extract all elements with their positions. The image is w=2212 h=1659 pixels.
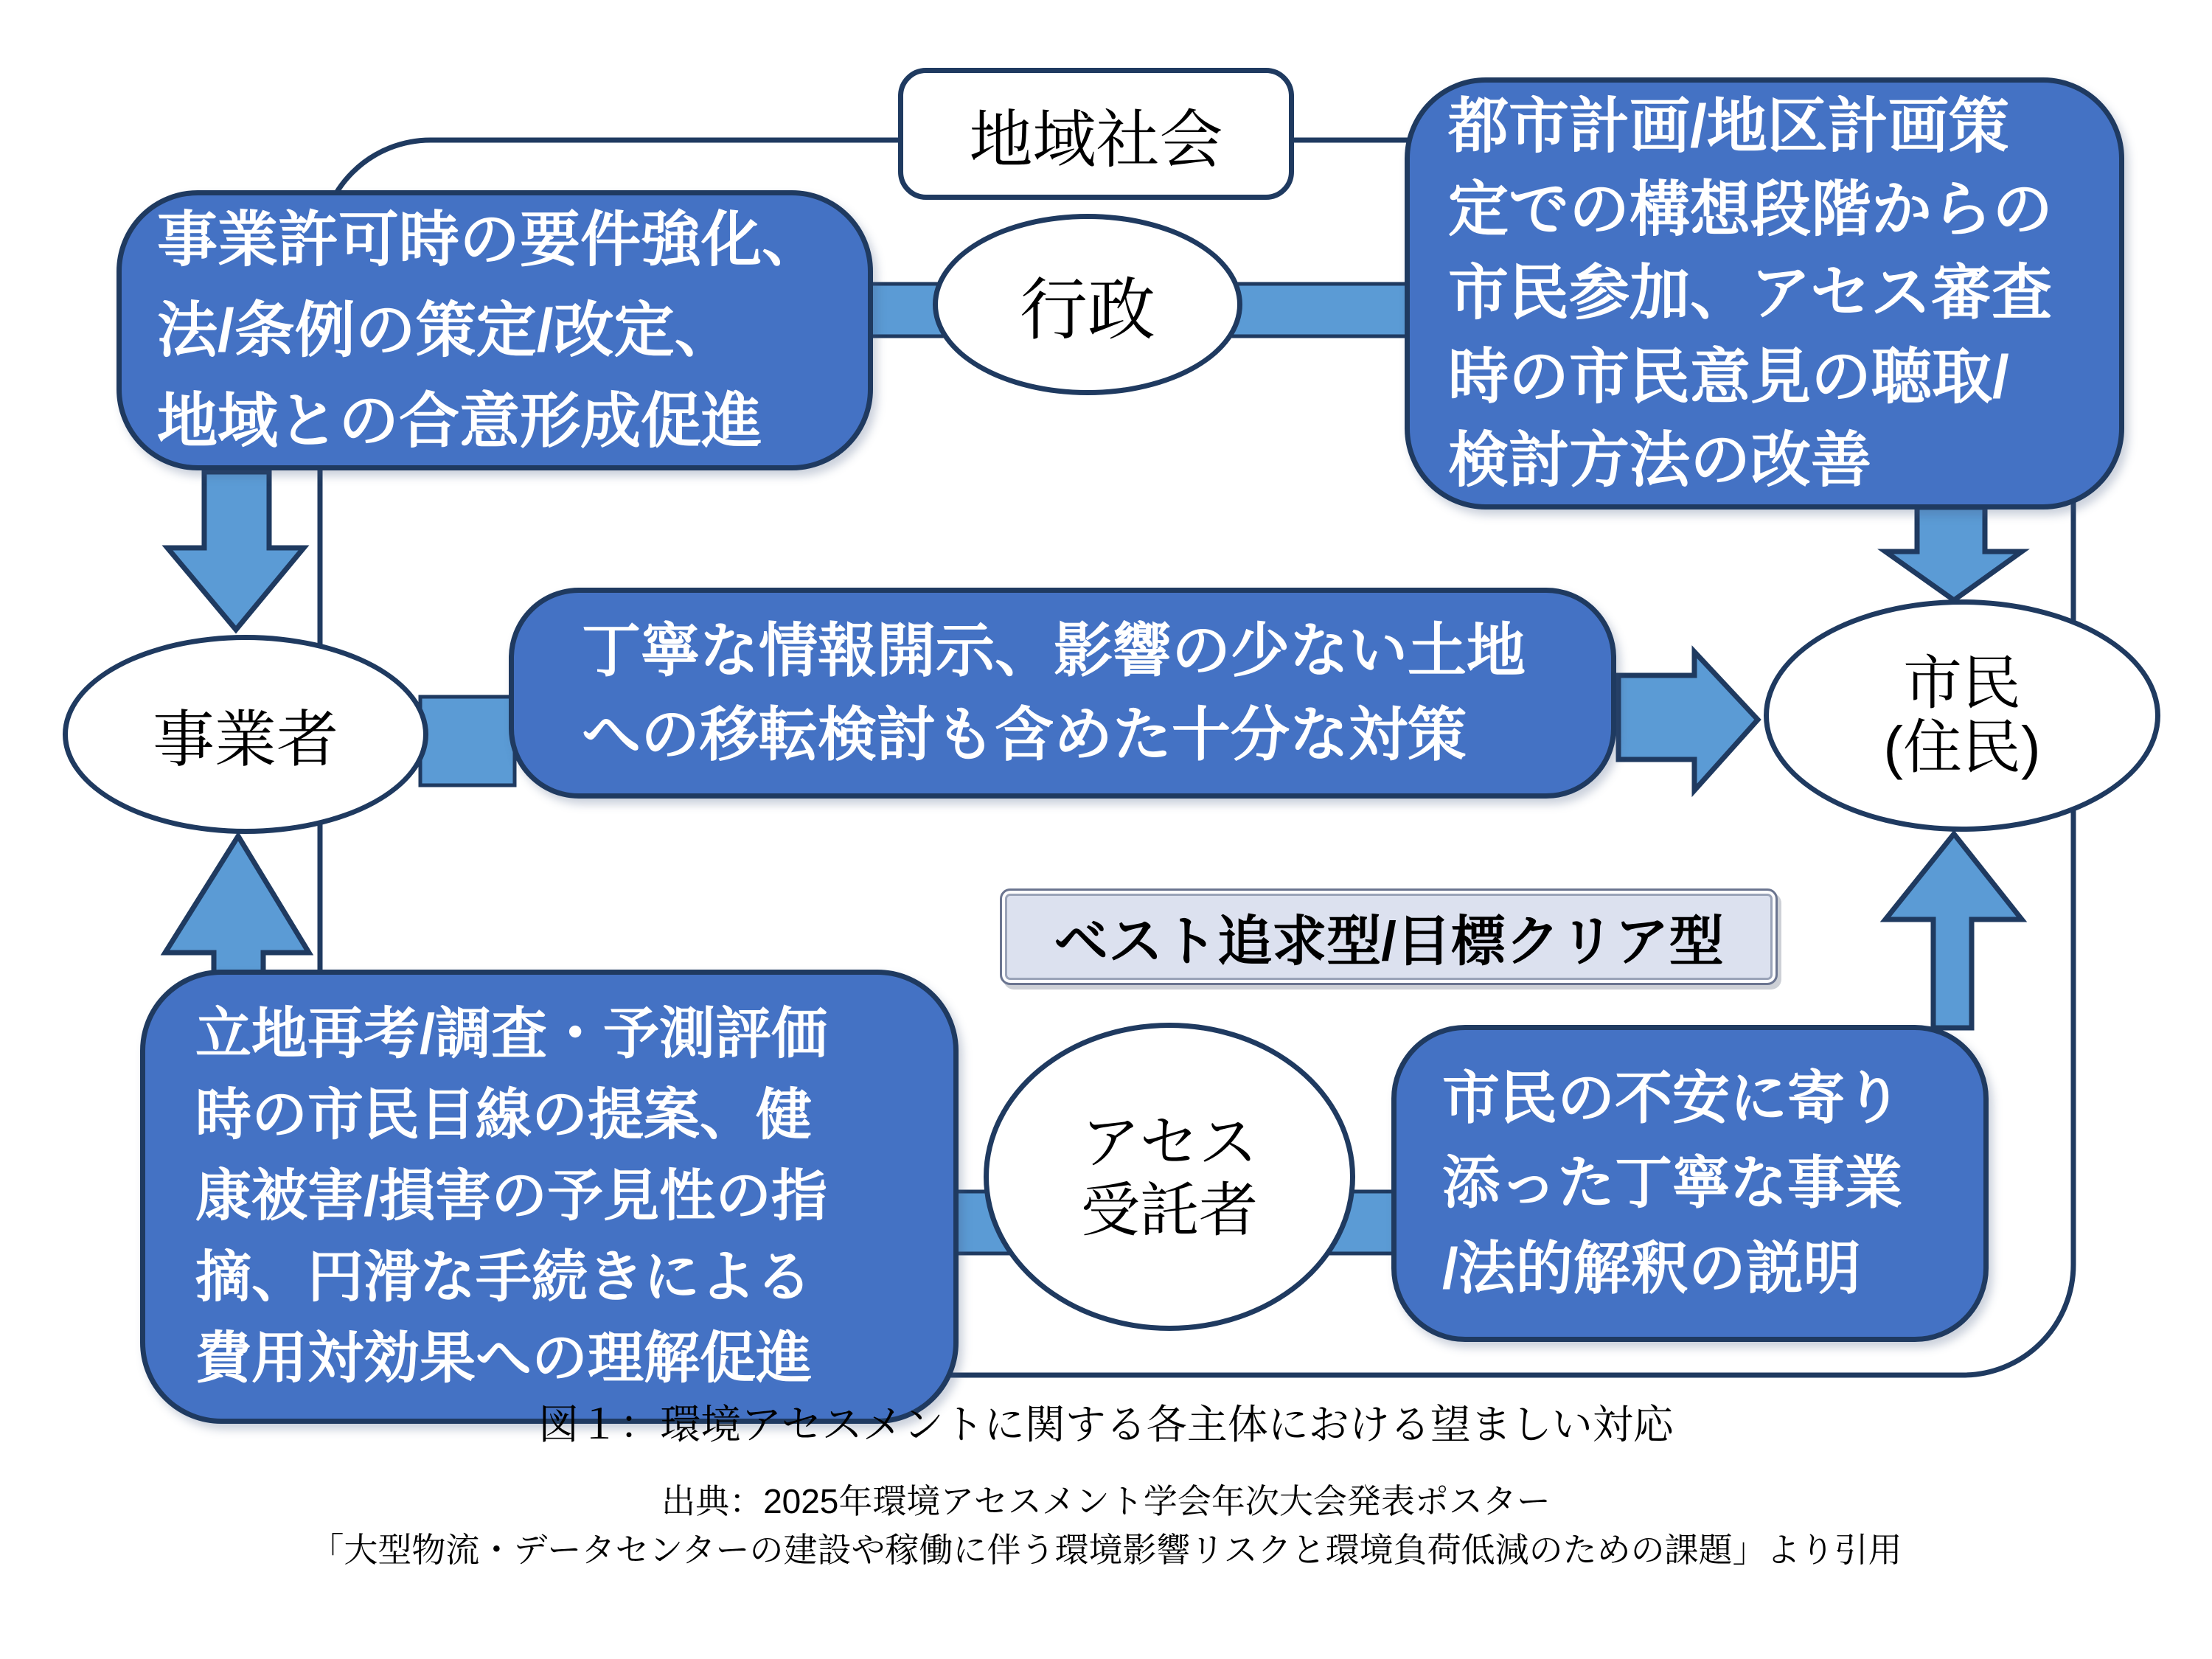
node-citizens-label-line: 市民 [1903, 650, 2021, 717]
measure-line: 事業許可時の要件強化、 [157, 206, 823, 274]
measure-box-government-to-citizens [1405, 77, 2124, 509]
approach-badge [1000, 888, 1778, 985]
measure-line: 立地再考/調査・予測評価 [195, 1002, 828, 1065]
measure-line: 康被害/損害の予見性の指 [195, 1164, 828, 1228]
node-government-label: 行政 [1019, 273, 1155, 348]
measure-line: 都市計画/地区計画策 [1448, 93, 2009, 161]
down-arrow-to-citizens-icon [1885, 507, 2022, 600]
measure-line: への移転検討も含めた十分な対策 [582, 702, 1467, 768]
measure-line: 法/条例の策定/改定、 [157, 296, 735, 364]
node-citizens [1764, 599, 2160, 832]
measure-line: 費用対効果への理解促進 [195, 1327, 812, 1391]
measure-line: 時の市民意見の聴取/ [1448, 343, 2009, 411]
node-assessor [984, 1023, 1355, 1331]
up-arrow-to-citizens-icon [1885, 834, 2022, 1028]
measure-box-government-to-operator [116, 190, 873, 470]
node-community-label: 地域社会 [969, 104, 1223, 175]
source-line-2: 「大型物流・データセンターの建設や稼働に伴う環境影響リスクと環境負荷低減のための課題」より引用 [310, 1531, 1902, 1569]
approach-badge-label: ベスト追求型/目標クリア型 [1054, 910, 1724, 972]
measure-line: 時の市民目線の提案、健 [195, 1083, 812, 1147]
measure-line: 検討方法の改善 [1448, 426, 1872, 494]
measure-box-assessor-to-operator [140, 970, 959, 1424]
up-arrow-to-operator-icon [165, 836, 309, 975]
measure-line: 市民の不安に寄り [1442, 1065, 1903, 1130]
node-government [933, 214, 1242, 395]
node-operator [63, 635, 428, 834]
down-arrow-to-operator-icon [167, 472, 304, 630]
measure-line: 添った丁寧な事業 [1442, 1150, 1903, 1216]
right-arrow-operator-to-citizens-icon [1618, 652, 1758, 790]
measure-box-operator-to-citizens [509, 588, 1616, 799]
measure-box-assessor-to-citizens [1391, 1025, 1989, 1342]
source-line-1: 出典：2025年環境アセスメント学会年次大会発表ポスター [661, 1482, 1551, 1520]
measure-line: 地域との合意形成促進 [157, 387, 762, 455]
node-operator-label: 事業者 [152, 704, 338, 774]
measure-line: 定での構想段階からの [1448, 176, 2053, 244]
connector-operator-bar [420, 697, 515, 785]
node-community [898, 68, 1294, 200]
measure-line: 丁寧な情報開示、影響の少ない土地 [582, 618, 1526, 684]
measure-line: 摘、円滑な手続きによる [195, 1246, 812, 1310]
figure-caption: 図１：環境アセスメントに関する各主体における望ましい対応 [538, 1402, 1674, 1447]
node-citizens-label-line: (住民) [1883, 714, 2041, 780]
node-assessor-label-line: アセス [1081, 1110, 1258, 1175]
measure-line: 市民参加、アセス審査 [1448, 260, 2053, 327]
node-assessor-label-line: 受託者 [1081, 1178, 1258, 1243]
measure-line: /法的解釈の説明 [1442, 1235, 1861, 1301]
